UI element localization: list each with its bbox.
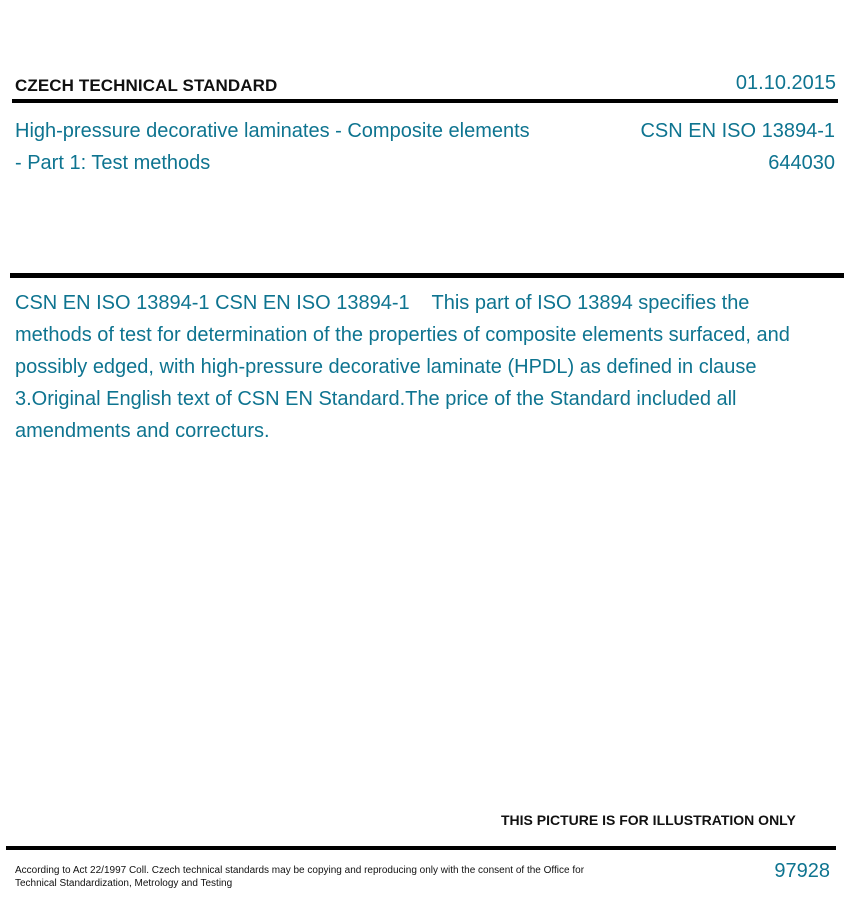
legal-notice: According to Act 22/1997 Coll. Czech technical standards may be copying and reproducing only with the consent of the Office for Technical Standardization, Metrology and Testing — [15, 865, 585, 889]
footer-divider — [6, 846, 836, 850]
illustration-disclaimer: THIS PICTURE IS FOR ILLUSTRATION ONLY — [501, 812, 796, 828]
standard-code: CSN EN ISO 13894-1 — [640, 120, 835, 142]
standard-title: High-pressure decorative laminates - Composite elements - Part 1: Test methods — [15, 120, 530, 174]
publication-date: 01.10.2015 — [735, 72, 836, 94]
classification-number: 644030 — [768, 152, 835, 174]
header-divider — [12, 99, 838, 103]
section-divider — [10, 273, 844, 278]
document-type-heading: CZECH TECHNICAL STANDARD — [15, 76, 278, 95]
standard-identifiers — [640, 115, 835, 179]
catalog-number: 97928 — [774, 860, 830, 882]
standard-description: CSN EN ISO 13894-1 CSN EN ISO 13894-1 This part of ISO 13894 specifies the methods of test for determination of the properties of composite elements surfaced, and possibly edged, with high-pressure decorative laminate (HPDL) as defined in clause 3.Original English text of CSN EN Standard.The price of the Standard included all amendments and correcturs. — [15, 292, 796, 442]
